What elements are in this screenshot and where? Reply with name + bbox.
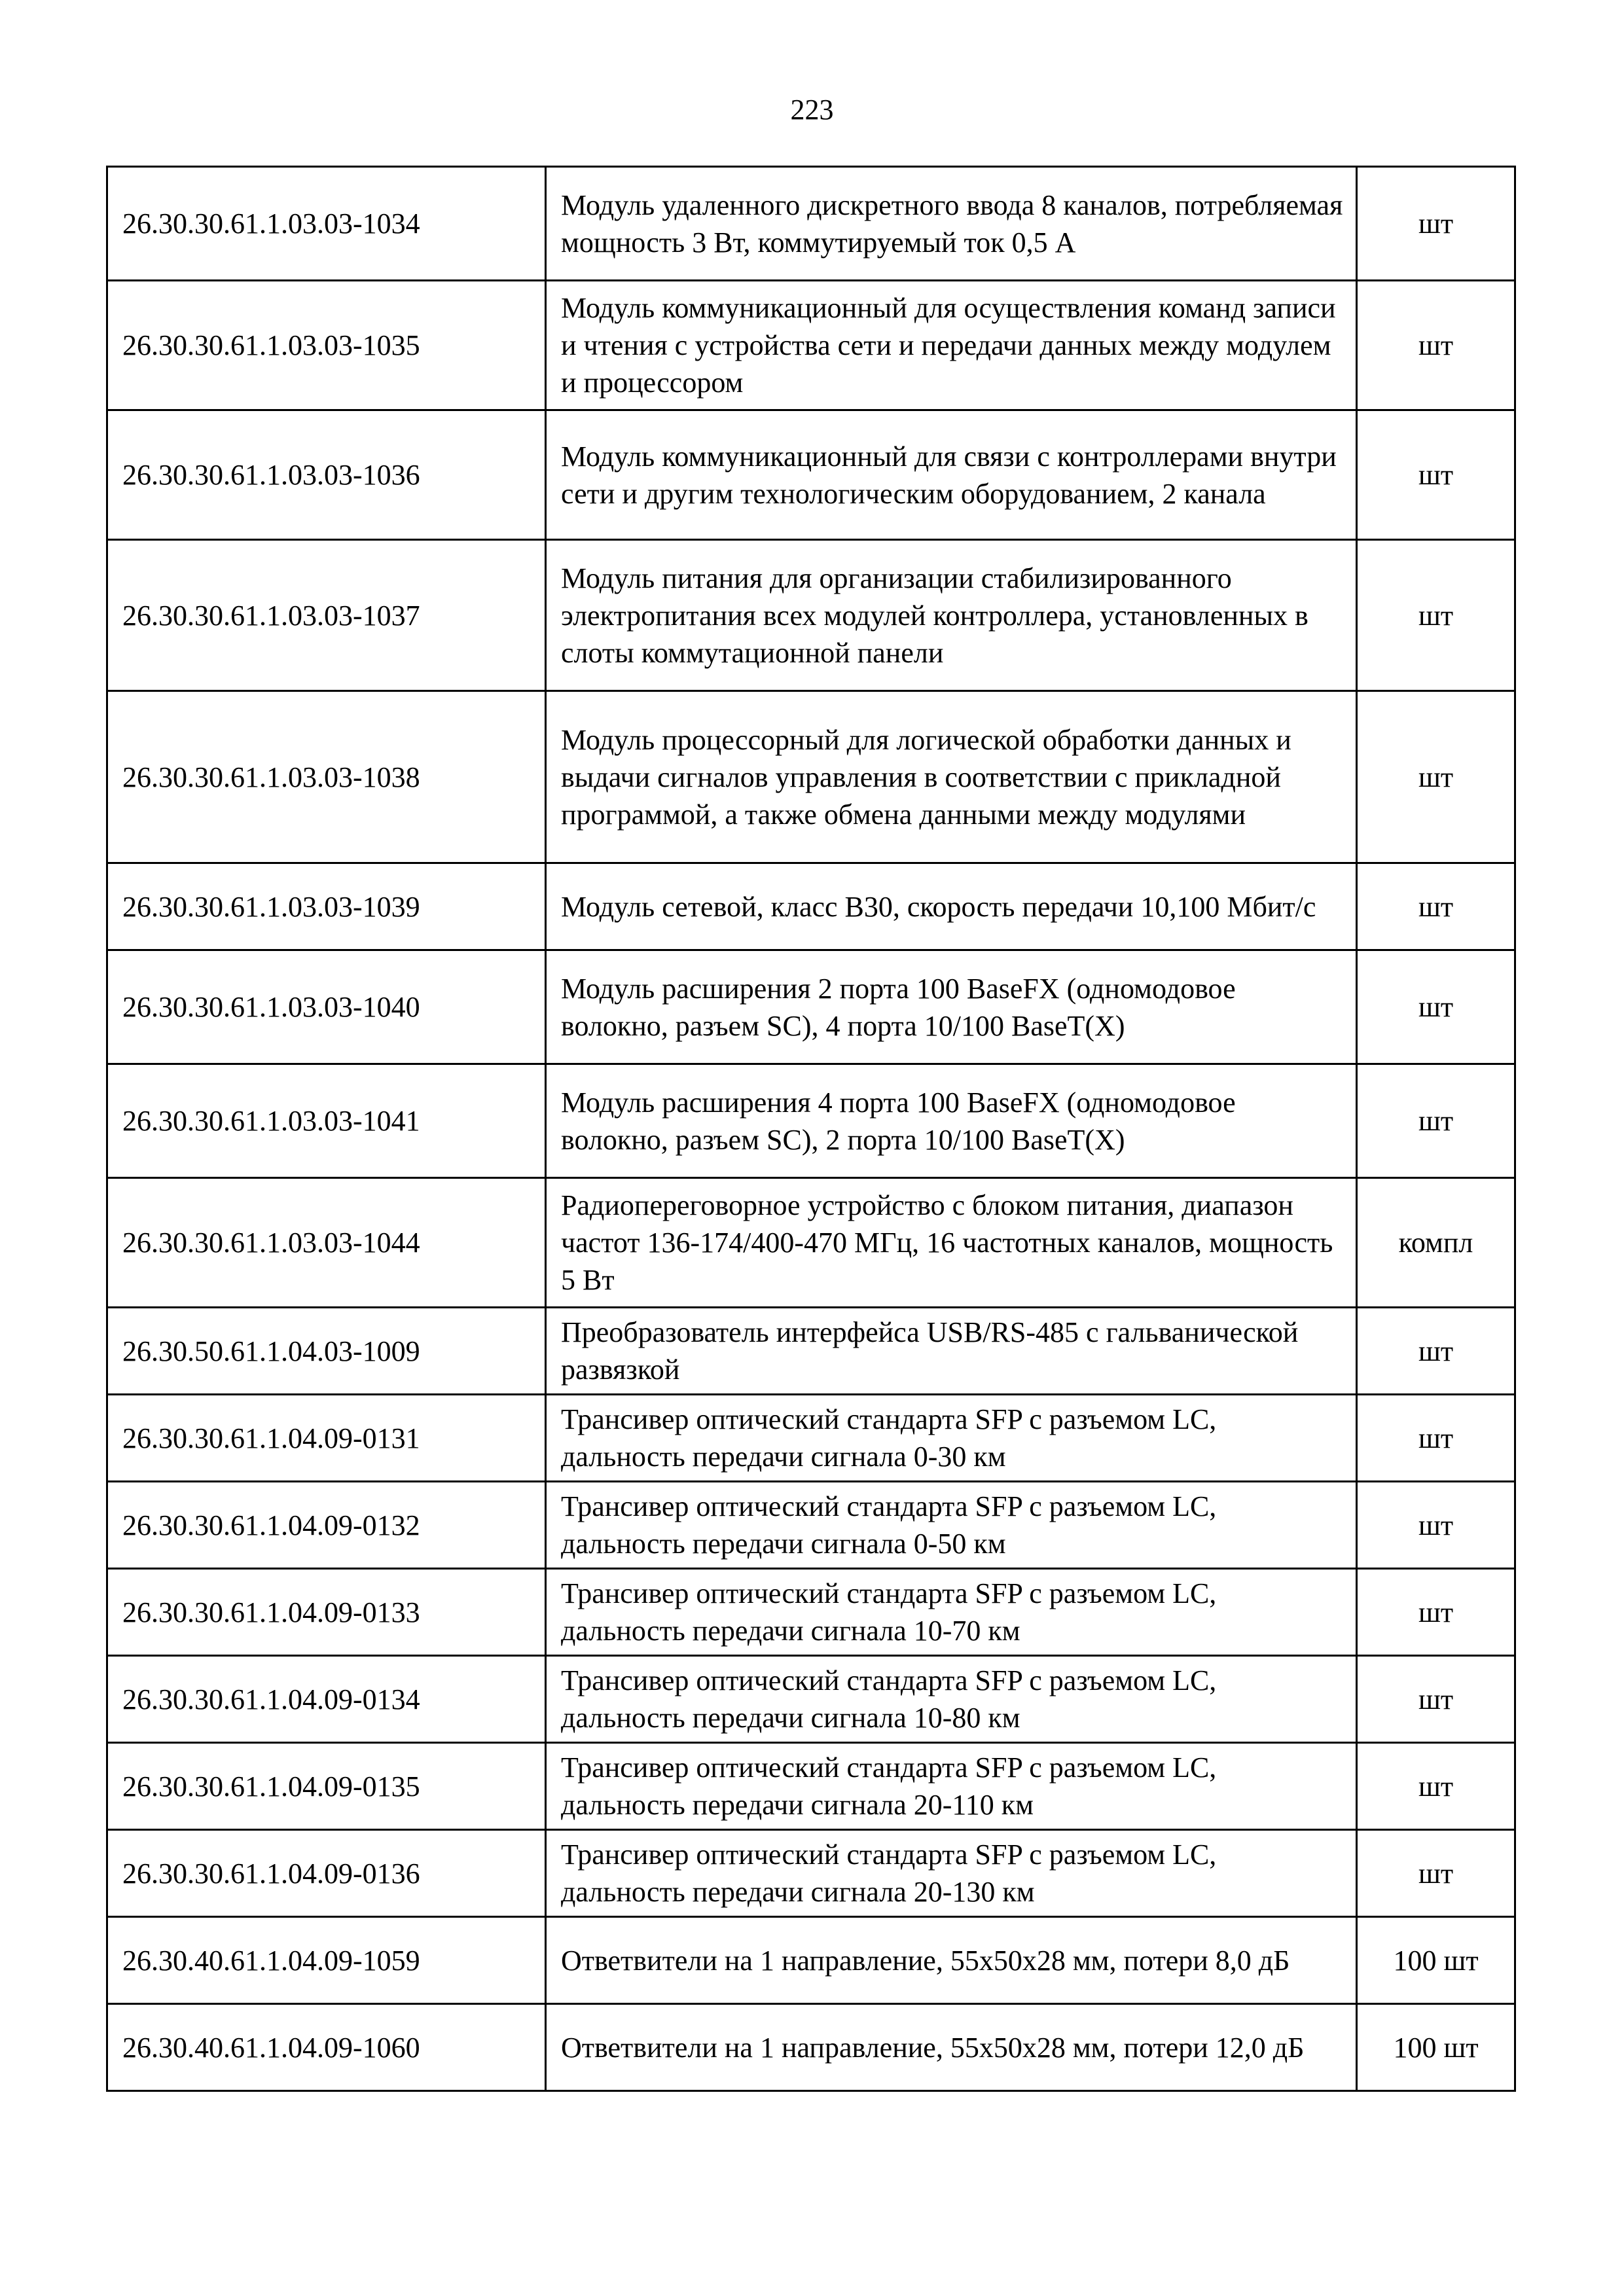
resource-unit: шт: [1357, 863, 1515, 950]
resource-unit: шт: [1357, 540, 1515, 691]
table-row: [107, 1482, 1515, 1569]
resource-table: [106, 166, 1516, 2092]
resource-unit: шт: [1357, 1830, 1515, 1917]
table-row: [107, 281, 1515, 410]
table-row: [107, 950, 1515, 1064]
table-row: [107, 863, 1515, 950]
resource-description: Модуль коммуникационный для связи с контроллерами внутри сети и другим технологическим оборудованием, 2 канала: [546, 410, 1357, 540]
resource-description: Ответвители на 1 направление, 55x50x28 мм, потери 8,0 дБ: [546, 1917, 1357, 2004]
resource-code: 26.30.30.61.1.03.03-1035: [107, 281, 546, 410]
resource-code: 26.30.30.61.1.04.09-0135: [107, 1743, 546, 1830]
resource-unit: шт: [1357, 950, 1515, 1064]
resource-description: Трансивер оптический стандарта SFP с разъемом LC, дальность передачи сигнала 10-80 км: [546, 1656, 1357, 1743]
resource-code: 26.30.30.61.1.03.03-1044: [107, 1178, 546, 1308]
resource-unit: шт: [1357, 1308, 1515, 1395]
resource-description: Модуль расширения 4 порта 100 BaseFX (одномодовое волокно, разъем SC), 2 порта 10/100 BaseT(X): [546, 1064, 1357, 1178]
page-number: 223: [790, 94, 834, 126]
resource-description: Преобразователь интерфейса USB/RS-485 с гальванической развязкой: [546, 1308, 1357, 1395]
resource-code: 26.30.30.61.1.03.03-1037: [107, 540, 546, 691]
resource-code: 26.30.50.61.1.04.03-1009: [107, 1308, 546, 1395]
resource-description: Трансивер оптический стандарта SFP с разъемом LC, дальность передачи сигнала 0-50 км: [546, 1482, 1357, 1569]
resource-code: 26.30.30.61.1.03.03-1040: [107, 950, 546, 1064]
table-row: [107, 1743, 1515, 1830]
resource-code: 26.30.30.61.1.03.03-1034: [107, 167, 546, 281]
resource-description: Трансивер оптический стандарта SFP с разъемом LC, дальность передачи сигнала 10-70 км: [546, 1569, 1357, 1656]
resource-unit: шт: [1357, 410, 1515, 540]
resource-description: Модуль удаленного дискретного ввода 8 каналов, потребляемая мощность 3 Вт, коммутируемый ток 0,5 А: [546, 167, 1357, 281]
resource-code: 26.30.40.61.1.04.09-1059: [107, 1917, 546, 2004]
table-row: [107, 410, 1515, 540]
table-row: [107, 1830, 1515, 1917]
resource-unit: шт: [1357, 1064, 1515, 1178]
resource-code: 26.30.30.61.1.03.03-1038: [107, 691, 546, 863]
resource-unit: шт: [1357, 1656, 1515, 1743]
resource-code: 26.30.30.61.1.04.09-0131: [107, 1395, 546, 1482]
resource-code: 26.30.40.61.1.04.09-1060: [107, 2004, 546, 2091]
resource-description: Ответвители на 1 направление, 55x50x28 мм, потери 12,0 дБ: [546, 2004, 1357, 2091]
resource-code: 26.30.30.61.1.04.09-0136: [107, 1830, 546, 1917]
resource-description: Трансивер оптический стандарта SFP с разъемом LC, дальность передачи сигнала 20-130 км: [546, 1830, 1357, 1917]
resource-unit: шт: [1357, 281, 1515, 410]
resource-code: 26.30.30.61.1.03.03-1036: [107, 410, 546, 540]
resource-code: 26.30.30.61.1.03.03-1039: [107, 863, 546, 950]
resource-description: Трансивер оптический стандарта SFP с разъемом LC, дальность передачи сигнала 20-110 км: [546, 1743, 1357, 1830]
table-row: [107, 1569, 1515, 1656]
table-row: [107, 1656, 1515, 1743]
resource-description: Трансивер оптический стандарта SFP с разъемом LC, дальность передачи сигнала 0-30 км: [546, 1395, 1357, 1482]
resource-unit: шт: [1357, 1482, 1515, 1569]
resource-code: 26.30.30.61.1.04.09-0134: [107, 1656, 546, 1743]
resource-code: 26.30.30.61.1.04.09-0133: [107, 1569, 546, 1656]
resource-unit: компл: [1357, 1178, 1515, 1308]
resource-unit: шт: [1357, 167, 1515, 281]
table-row: [107, 1917, 1515, 2004]
resource-description: Модуль питания для организации стабилизированного электропитания всех модулей контроллера, установленных в слоты коммутационной панели: [546, 540, 1357, 691]
resource-unit: 100 шт: [1357, 2004, 1515, 2091]
table-row: [107, 691, 1515, 863]
resource-code: 26.30.30.61.1.04.09-0132: [107, 1482, 546, 1569]
table-row: [107, 1395, 1515, 1482]
resource-unit: шт: [1357, 1395, 1515, 1482]
table-row: [107, 2004, 1515, 2091]
table-row: [107, 1178, 1515, 1308]
resource-description: Модуль коммуникационный для осуществления команд записи и чтения с устройства сети и передачи данных между модулем и процессором: [546, 281, 1357, 410]
table-row: [107, 1064, 1515, 1178]
resource-description: Радиопереговорное устройство с блоком питания, диапазон частот 136-174/400-470 МГц, 16 частотных каналов, мощность 5 Вт: [546, 1178, 1357, 1308]
resource-unit: шт: [1357, 691, 1515, 863]
resource-description: Модуль расширения 2 порта 100 BaseFX (одномодовое волокно, разъем SC), 4 порта 10/100 BaseT(X): [546, 950, 1357, 1064]
table-row: [107, 167, 1515, 281]
resource-unit: 100 шт: [1357, 1917, 1515, 2004]
resource-unit: шт: [1357, 1743, 1515, 1830]
resource-description: Модуль процессорный для логической обработки данных и выдачи сигналов управления в соответствии с прикладной программой, а также обмена данными между модулями: [546, 691, 1357, 863]
resource-unit: шт: [1357, 1569, 1515, 1656]
resource-code: 26.30.30.61.1.03.03-1041: [107, 1064, 546, 1178]
table-row: [107, 540, 1515, 691]
resource-description: Модуль сетевой, класс В30, скорость передачи 10,100 Мбит/с: [546, 863, 1357, 950]
table-row: [107, 1308, 1515, 1395]
